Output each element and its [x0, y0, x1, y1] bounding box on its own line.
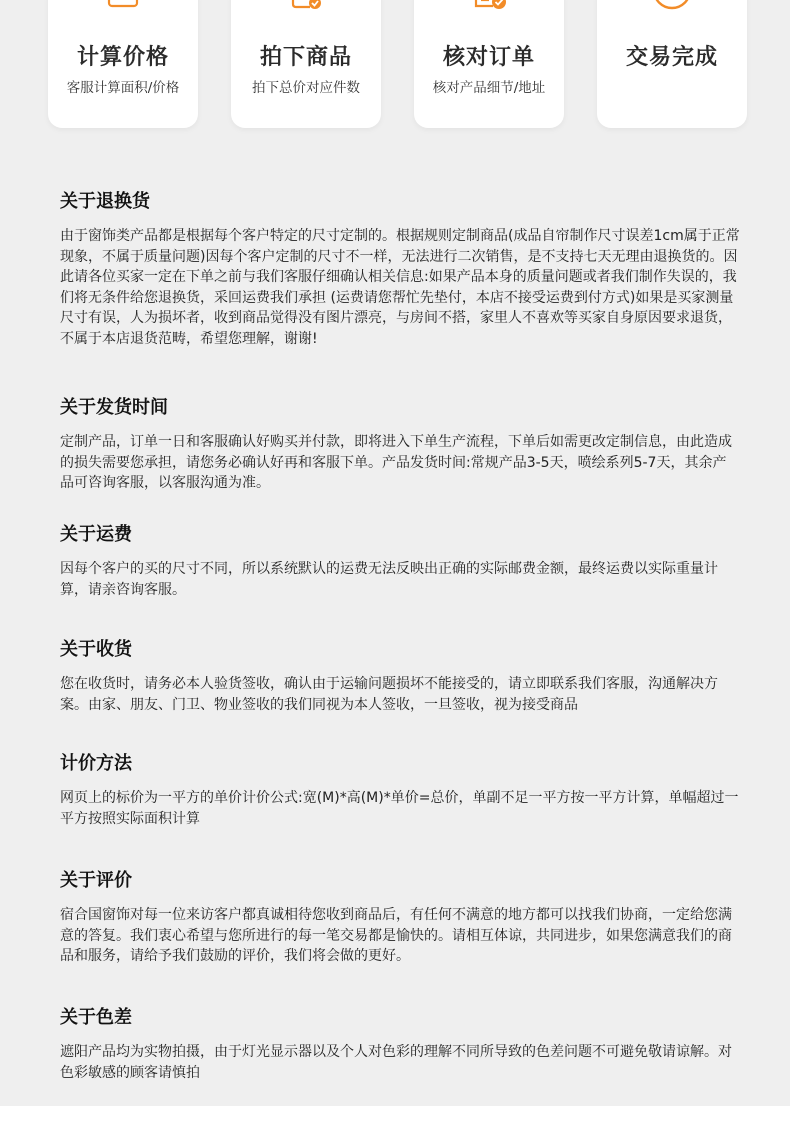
section-title: 关于色差	[60, 1007, 132, 1028]
step-card-complete	[597, 0, 747, 128]
step-card-order	[231, 0, 381, 128]
step-title: 交易完成	[625, 45, 718, 70]
check-circle-icon	[650, 0, 694, 22]
section-reviews	[60, 869, 740, 967]
section-shipping-fee	[60, 523, 740, 600]
bottom-band	[0, 1106, 790, 1124]
step-card-calculate	[48, 0, 198, 128]
calculator-icon	[101, 0, 145, 22]
section-body: 因每个客户的买的尺寸不同，所以系统默认的运费无法反映出正确的实际邮费金额，最终运费以实际重量计算，请亲咨询客服。	[60, 561, 718, 598]
step-subtitle: 客服计算面积/价格	[66, 80, 180, 96]
document-check-icon	[467, 0, 511, 22]
step-card-verify	[414, 0, 564, 128]
section-body: 遮阳产品均为实物拍摄，由于灯光显示器以及个人对色彩的理解不同所导致的色差问题不可避免敬请谅解。对色彩敏感的顾客请慎拍	[60, 1044, 732, 1081]
section-title: 关于发货时间	[60, 397, 168, 418]
section-title: 关于退换货	[60, 191, 150, 212]
section-receiving	[60, 638, 740, 715]
section-body: 宿合国窗饰对每一位来访客户都真诚相待您收到商品后，有任何不满意的地方都可以找我们协商，一定给您满意的答复。我们衷心希望与您所进行的每一笔交易都是愉快的。请相互体谅，共同进步，如果您满意我们的商品和服务，请给予我们鼓励的评价，我们将会做的更好。	[60, 907, 732, 964]
step-title: 核对订单	[442, 45, 535, 70]
section-returns	[60, 190, 740, 349]
section-body: 由于窗饰类产品都是根据每个客户特定的尺寸定制的。根据规则定制商品(成品自帘制作尺寸误差1cm属于正常现象，不属于质量问题)因每个客户定制的尺寸不一样，无法进行二次销售，是不支持七天无理由退换货的。因此请各位买家一定在下单之前与我们客服仔细确认相关信息:如果产品本身的质量问题或者我们制作失误的，我们将无条件给您退换货，采回运费我们承担 (运费请您帮忙先垫付，本店不接受运费到付方式)如果是买家测量尺寸有误，人为损坏者，收到商品觉得没有图片漂亮，与房间不搭，家里人不喜欢等买家自身原因要求退货，不属于本店退货范畴，希望您理解，谢谢!	[60, 228, 740, 347]
step-title: 计算价格	[76, 45, 169, 70]
section-pricing	[60, 752, 740, 829]
step-subtitle: 拍下总价对应件数	[252, 80, 360, 96]
section-title: 关于运费	[60, 524, 132, 545]
section-shipping-time	[60, 396, 740, 494]
clipboard-check-icon	[284, 0, 328, 22]
section-color-difference	[60, 1006, 740, 1083]
step-title: 拍下商品	[259, 45, 352, 70]
section-body: 定制产品，订单一日和客服确认好购买并付款，即将进入下单生产流程，下单后如需更改定制信息，由此造成的损失需要您承担，请您务必确认好再和客服下单。产品发货时间:常规产品3-5天，喷绘系列5-7天，其余产品可咨询客服，以客服沟通为准。	[60, 434, 732, 491]
step-subtitle: 核对产品细节/地址	[432, 80, 546, 96]
section-body: 您在收货时，请务必本人验货签收，确认由于运输问题损坏不能接受的，请立即联系我们客服，沟通解决方案。由家、朋友、门卫、物业签收的我们同视为本人签收，一旦签收，视为接受商品	[60, 676, 718, 713]
section-body: 网页上的标价为一平方的单价计价公式:宽(M)*高(M)*单价=总价，单副不足一平方按一平方计算，单幅超过一平方按照实际面积计算	[60, 790, 739, 827]
order-steps	[0, 0, 790, 140]
section-title: 关于评价	[60, 870, 132, 891]
policy-sections	[0, 168, 790, 1108]
section-title: 关于收货	[60, 639, 132, 660]
section-title: 计价方法	[60, 753, 132, 774]
